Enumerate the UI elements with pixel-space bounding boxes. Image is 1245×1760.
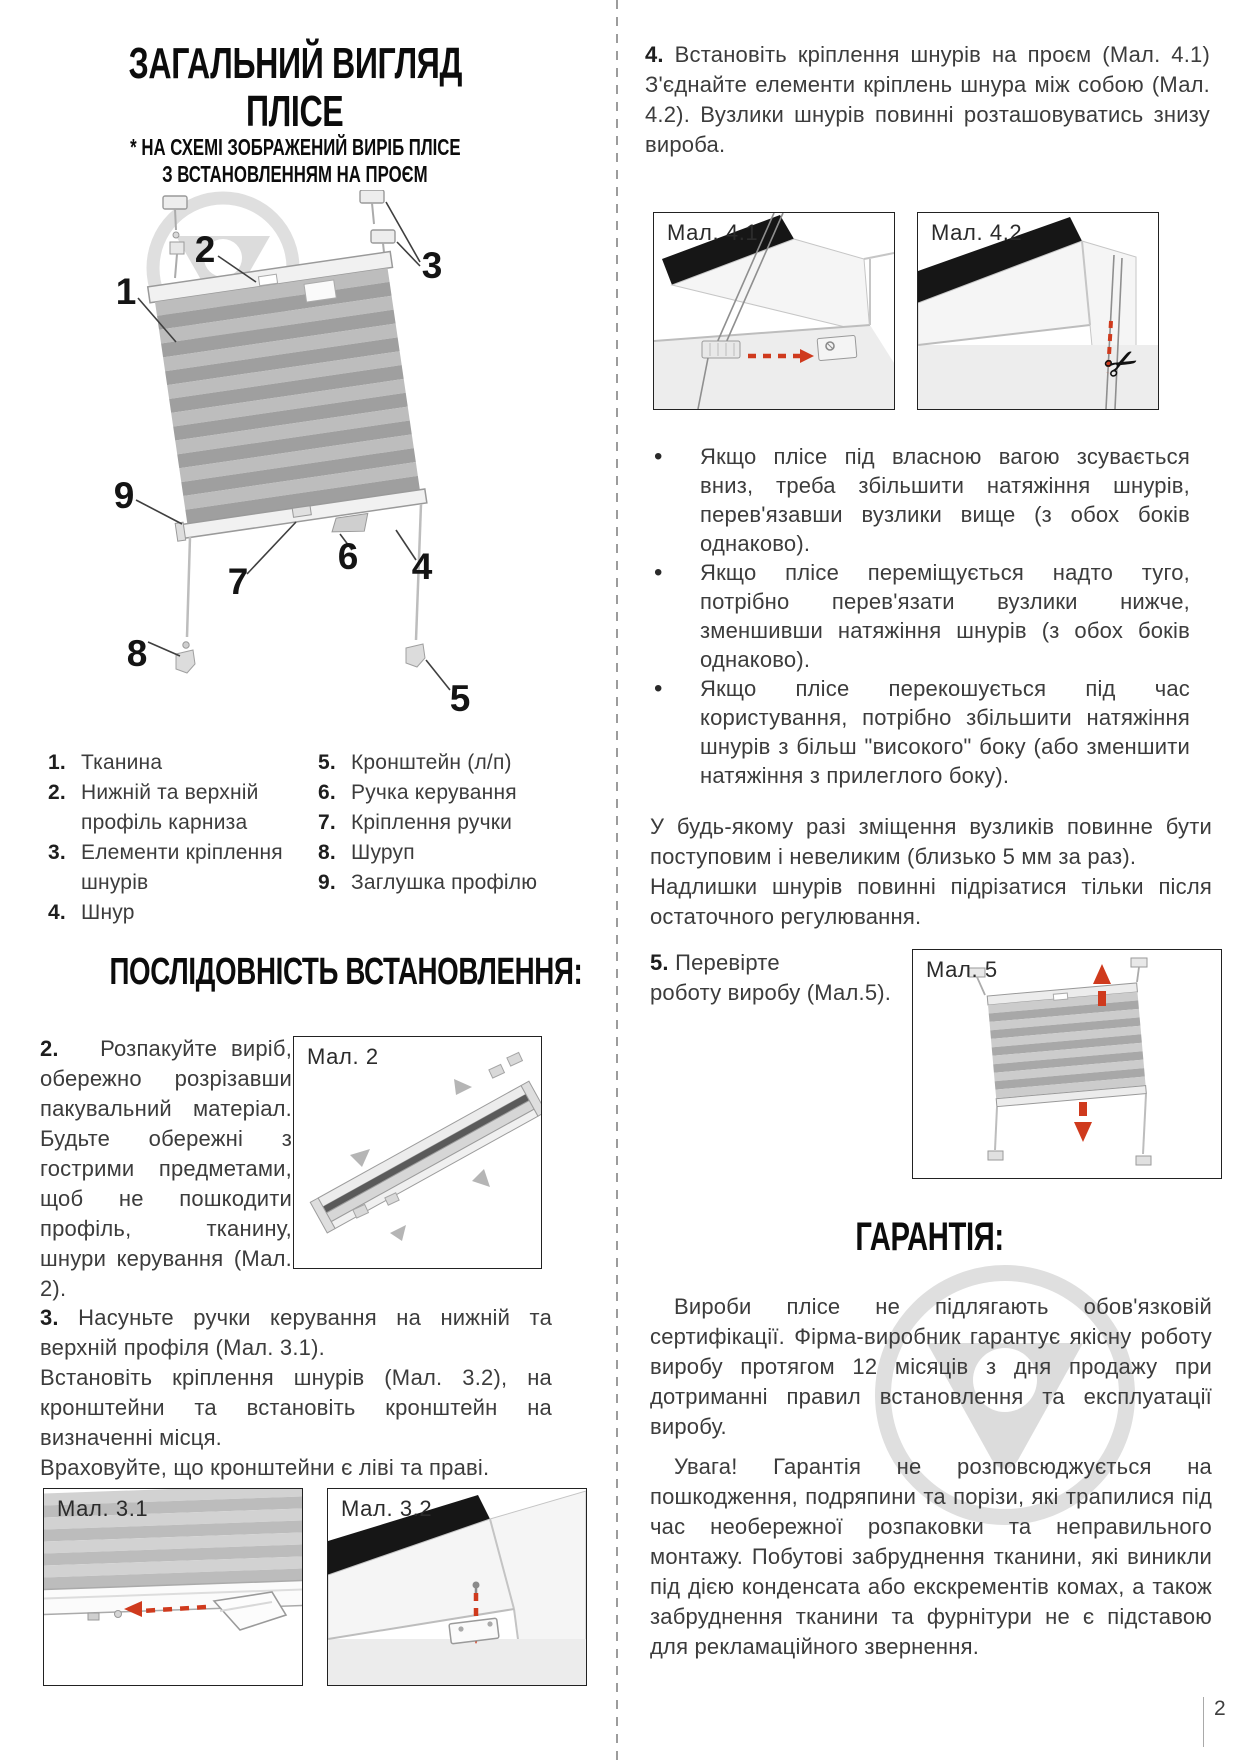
- figure-4-2: [917, 212, 1159, 410]
- callout-6: 6: [337, 536, 359, 577]
- legend-item: 9. Заглушка профілю: [318, 871, 538, 894]
- sequence-heading: ПОСЛІДОВНІСТЬ ВСТАНОВЛЕННЯ:: [109, 951, 583, 993]
- window-sill: [328, 1639, 586, 1685]
- figure-3-1: [43, 1488, 303, 1686]
- figure-5: [912, 949, 1222, 1179]
- rolled-blind-illustration: [294, 1037, 541, 1268]
- callout-1: 1: [115, 271, 137, 312]
- figure-label: Мал. 2: [307, 1044, 379, 1069]
- page-subtitle: * НА СХЕМІ ЗОБРАЖЕНИЙ ВИРІБ ПЛІСЕ З ВСТАНОВЛЕННЯМ НА ПРОЄМ: [129, 134, 461, 187]
- pleated-fabric: [155, 268, 420, 524]
- legend-left-column: [48, 748, 303, 928]
- control-handle: [330, 514, 370, 536]
- callout-3: 3: [421, 245, 443, 286]
- figure-label: Мал. 5: [926, 957, 998, 982]
- step-3-text: 3. Насуньте ручки керування на нижній та верхній профіля (Мал. 3.1). Встановіть кріплення шнурів (Мал. 3.2), на кронштейни та встановіть кронштейн на визначенні місця. Враховуйте, що кронштейни є ліві та праві.: [40, 1305, 552, 1480]
- warranty-heading: ГАРАНТІЯ:: [855, 1215, 1005, 1259]
- scissors-icon: ✂: [1096, 337, 1147, 392]
- callout-8: 8: [126, 633, 148, 674]
- blind-test-illustration: [913, 950, 1221, 1178]
- figure-label: Мал. 3.2: [341, 1496, 433, 1521]
- bottom-bracket-left: [176, 650, 195, 673]
- list-item: • Якщо плісе перекошується під час користування, потрібно збільшити натяжіння шнурів з більш "високого" боку (або зменшити натяжіння з прилеглого боку).: [650, 674, 1190, 790]
- figure-label: Мал. 3.1: [57, 1496, 149, 1521]
- figure-3-2: [327, 1488, 587, 1686]
- mount-bracket: [817, 335, 857, 360]
- legend-item: 5. Кронштейн (л/п): [318, 751, 512, 774]
- legend-item: 1. Тканина: [48, 751, 163, 774]
- figure-label: Мал. 4.1: [667, 220, 759, 245]
- legend-item: 4. Шнур: [48, 901, 135, 924]
- callout-2: 2: [194, 229, 216, 270]
- cord-left: [187, 537, 190, 637]
- figure-label: Мал. 4.2: [931, 220, 1023, 245]
- legend-right-column: [318, 748, 558, 898]
- list-item: • Якщо плісе під власною вагою зсувається вниз, треба збільшити натяжіння шнурів, перев'язавши вузлики вище (з обох боків однаково).: [650, 442, 1190, 558]
- callout-7: 7: [227, 561, 249, 602]
- step-4-text: 4. Встановіть кріплення шнурів на проєм (Мал. 4.1) З'єднайте елементи кріплень шнура між собою (Мал. 4.2). Вузлики шнурів повинні розташовуватись знизу вироба.: [645, 42, 1211, 157]
- bottom-bracket-right: [406, 644, 425, 667]
- page-number: 2: [1203, 1697, 1226, 1747]
- legend-item: 8. Шуруп: [318, 841, 415, 864]
- adjustment-note: У будь-якому разі зміщення вузликів повинне бути поступовим і невеликим (близько 5 мм за раз). Надлишки шнурів повинні підрізатися тільки після остаточного регулювання.: [650, 814, 1212, 929]
- red-up-arrow: [1093, 964, 1111, 984]
- legend-item: 7. Кріплення ручки: [318, 811, 513, 834]
- blind-overview-diagram: [40, 190, 550, 750]
- cord-left: [995, 1107, 997, 1150]
- warranty-paragraph-2: Увага! Гарантія не розповсюджується на пошкодження, подряпини та порізи, які трапилися під час необережної розпаковки та неправильного монтажу. Побутові забруднення тканини, які виникли під дією конденсата або екскрементів комах, а також забруднення тканини та фурнітури не є підставою для рекламаційного звернення.: [650, 1454, 1212, 1659]
- callout-9: 9: [113, 475, 135, 516]
- figure-4-1: [653, 212, 895, 410]
- top-bracket-left: [163, 196, 187, 209]
- figure-2: [293, 1036, 542, 1269]
- red-down-arrow: [1074, 1122, 1092, 1142]
- legend-item: 3. Елементи кріплення шнурів: [48, 841, 283, 894]
- step-5-text: 5. Перевірте роботу виробу (Мал.5).: [650, 950, 892, 1005]
- top-bracket-right: [1131, 958, 1147, 967]
- legend-item: 2. Нижній та верхній профіль карниза: [48, 781, 259, 834]
- warranty-paragraph-1: Вироби плісе не підлягають обов'язковій сертифікації. Фірма-виробник гарантує якісну роботу виробу протягом 12 місяців з дня продажу при дотриманні правил встановлення та експлуатації виробу.: [650, 1294, 1212, 1439]
- callout-4: 4: [411, 546, 433, 587]
- adjustment-bullet-list: [650, 442, 1190, 790]
- callout-5: 5: [449, 678, 471, 719]
- column-divider: [616, 0, 618, 1760]
- step-2-text: 2. Розпакуйте виріб, обережно розрізавши пакувальний матеріал. Будьте обережні з гострими предметами, щоб не пошкодити профіль, тканину, шнури керування (Мал. 2).: [40, 1036, 293, 1301]
- cord-right: [1143, 1094, 1146, 1154]
- top-bracket-right: [360, 190, 384, 203]
- page-title: ЗАГАЛЬНИЙ ВИГЛЯД ПЛІСЕ: [128, 39, 462, 136]
- list-item: • Якщо плісе переміщується надто туго, потрібно перев'язати вузлики нижче, зменшивши натяжіння шнурів (з обох боків однаково).: [650, 558, 1190, 674]
- legend-item: 6. Ручка керування: [318, 781, 517, 804]
